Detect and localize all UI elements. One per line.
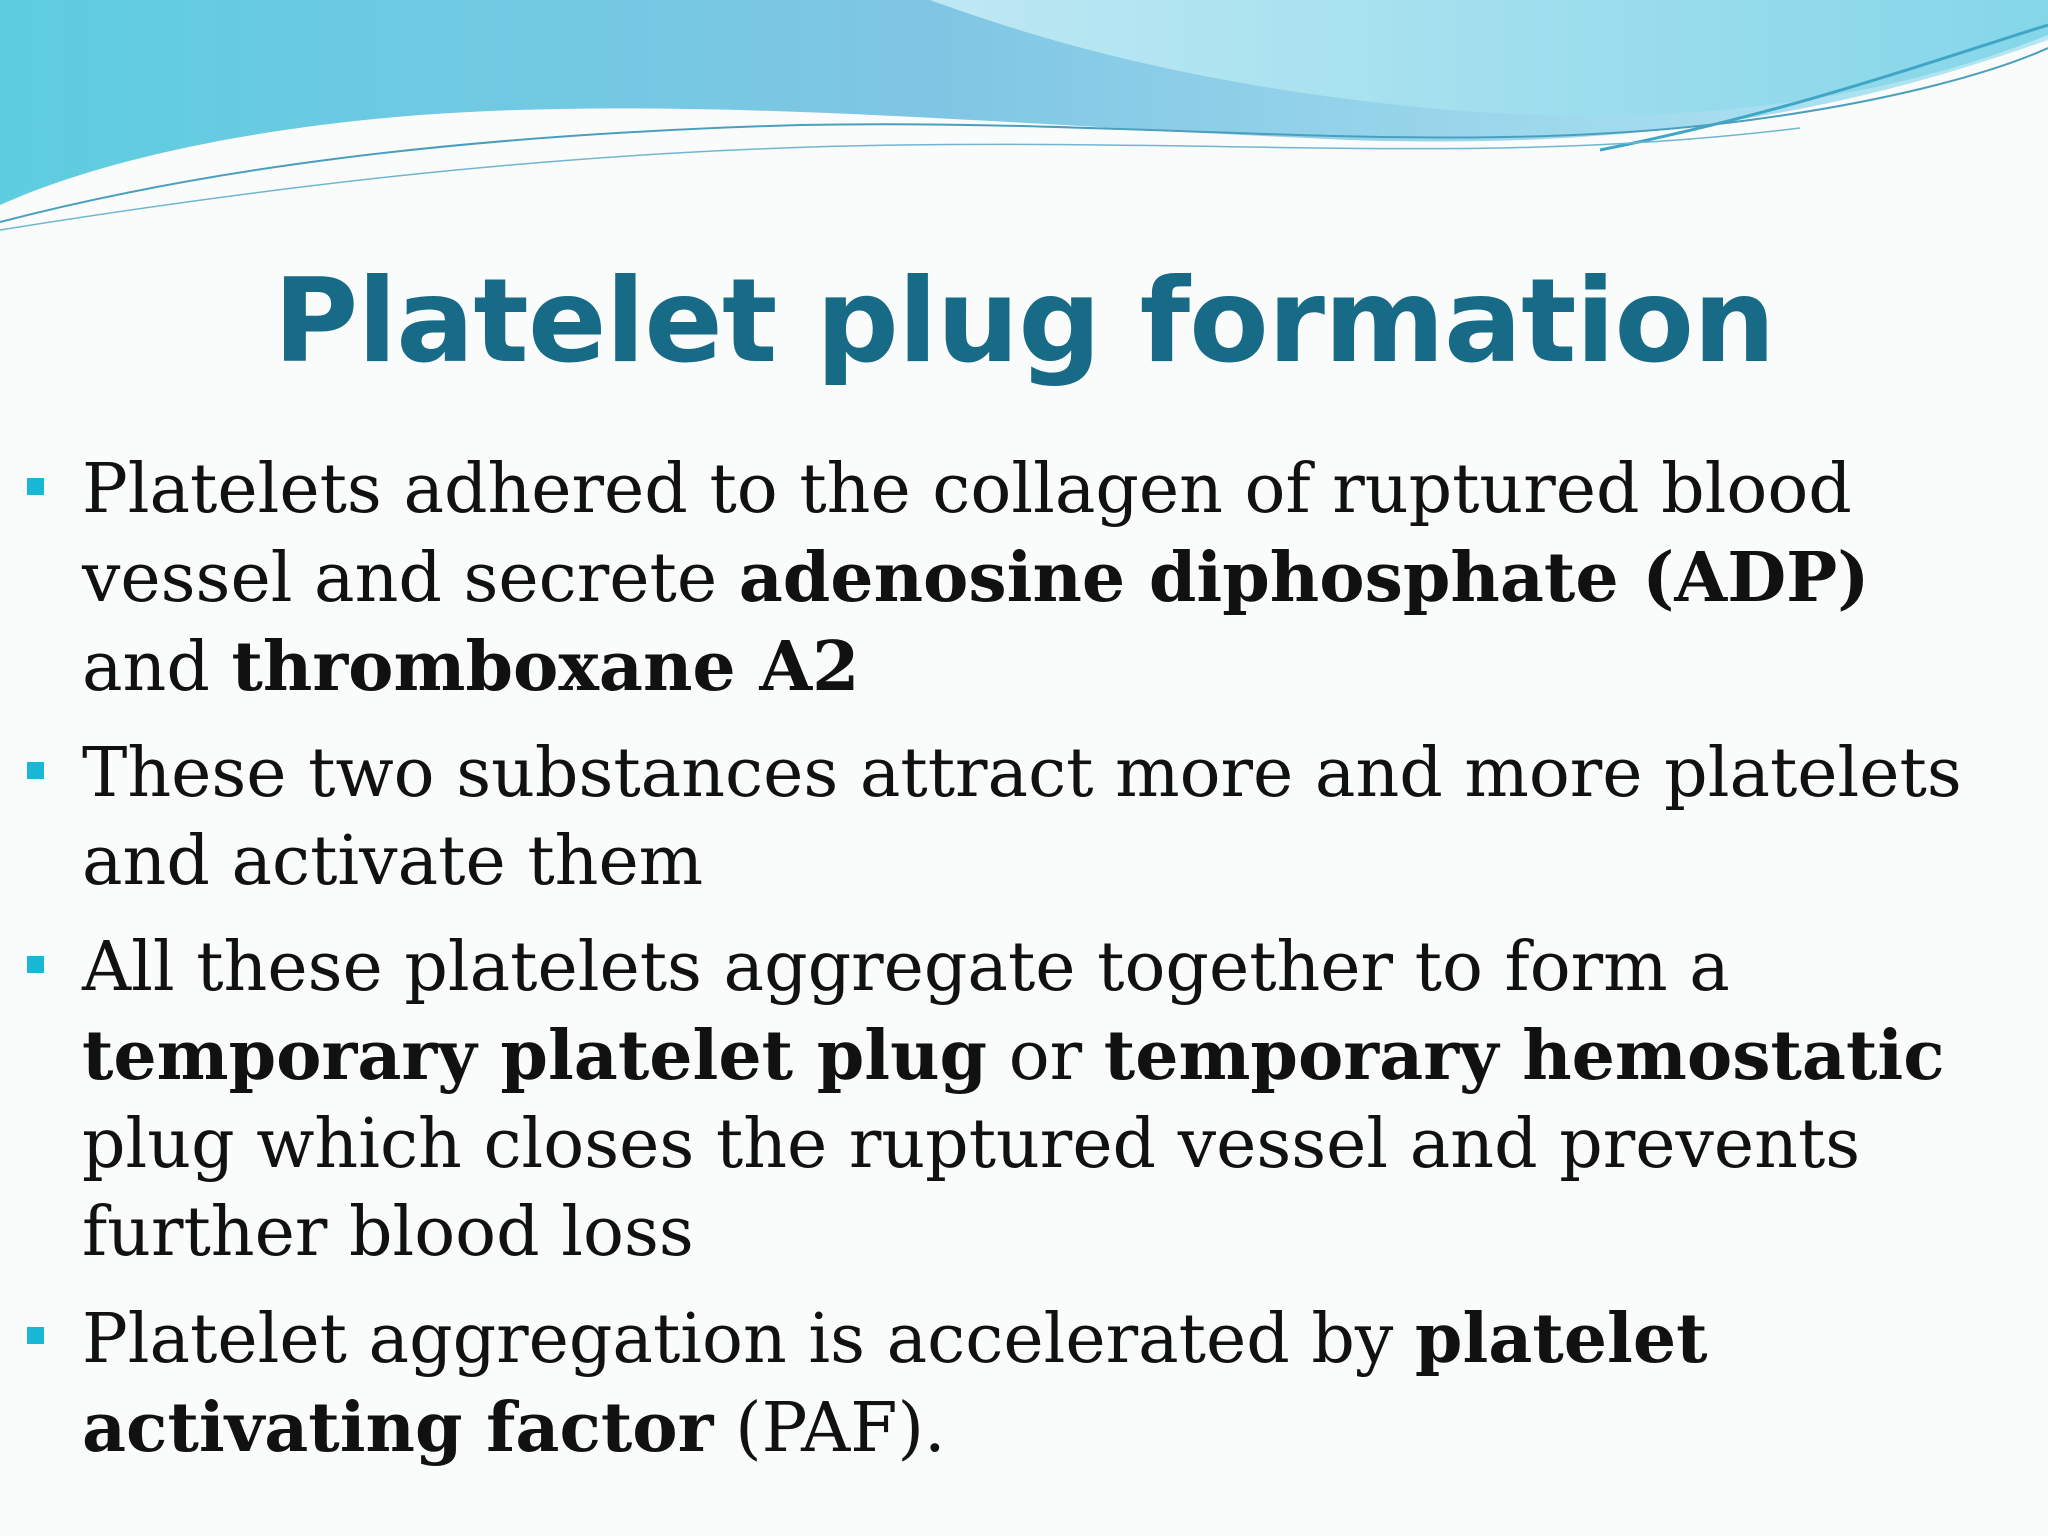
square-bullet-icon	[27, 1327, 44, 1344]
bullet-text-bold: temporary platelet plug	[82, 1016, 988, 1096]
bullet-item	[82, 730, 2012, 906]
bullet-list	[82, 446, 2012, 1491]
square-bullet-icon	[27, 956, 44, 973]
bullet-item	[82, 446, 2012, 712]
bullet-text: and	[82, 628, 232, 707]
bullet-item	[82, 1295, 2012, 1473]
bullet-text: Platelets adhered to the collagen of ruptured blood vessel and secrete	[82, 450, 1852, 618]
bullet-text-bold: adenosine diphosphate (ADP)	[738, 538, 1870, 618]
bullet-text-bold: platelet activating factor	[82, 1299, 1708, 1468]
bullet-text-bold: temporary hemostatic	[1103, 1016, 1945, 1096]
header-wave-decoration	[0, 0, 2048, 240]
bullet-text-bold: thromboxane A2	[231, 627, 860, 707]
bullet-text: (PAF).	[713, 1389, 946, 1468]
slide-title: Platelet plug formation	[273, 254, 1775, 389]
bullet-item	[82, 924, 2012, 1277]
bullet-text: plug which closes the ruptured vessel and prevents further blood loss	[82, 1105, 1861, 1272]
bullet-text: These two substances attract more and more platelets and activate them	[82, 734, 1962, 901]
bullet-text: All these platelets aggregate together to form a	[82, 928, 1730, 1007]
bullet-text: or	[987, 1017, 1104, 1096]
square-bullet-icon	[27, 478, 44, 495]
bullet-text: Platelet aggregation is accelerated by	[82, 1300, 1415, 1379]
square-bullet-icon	[27, 762, 44, 779]
